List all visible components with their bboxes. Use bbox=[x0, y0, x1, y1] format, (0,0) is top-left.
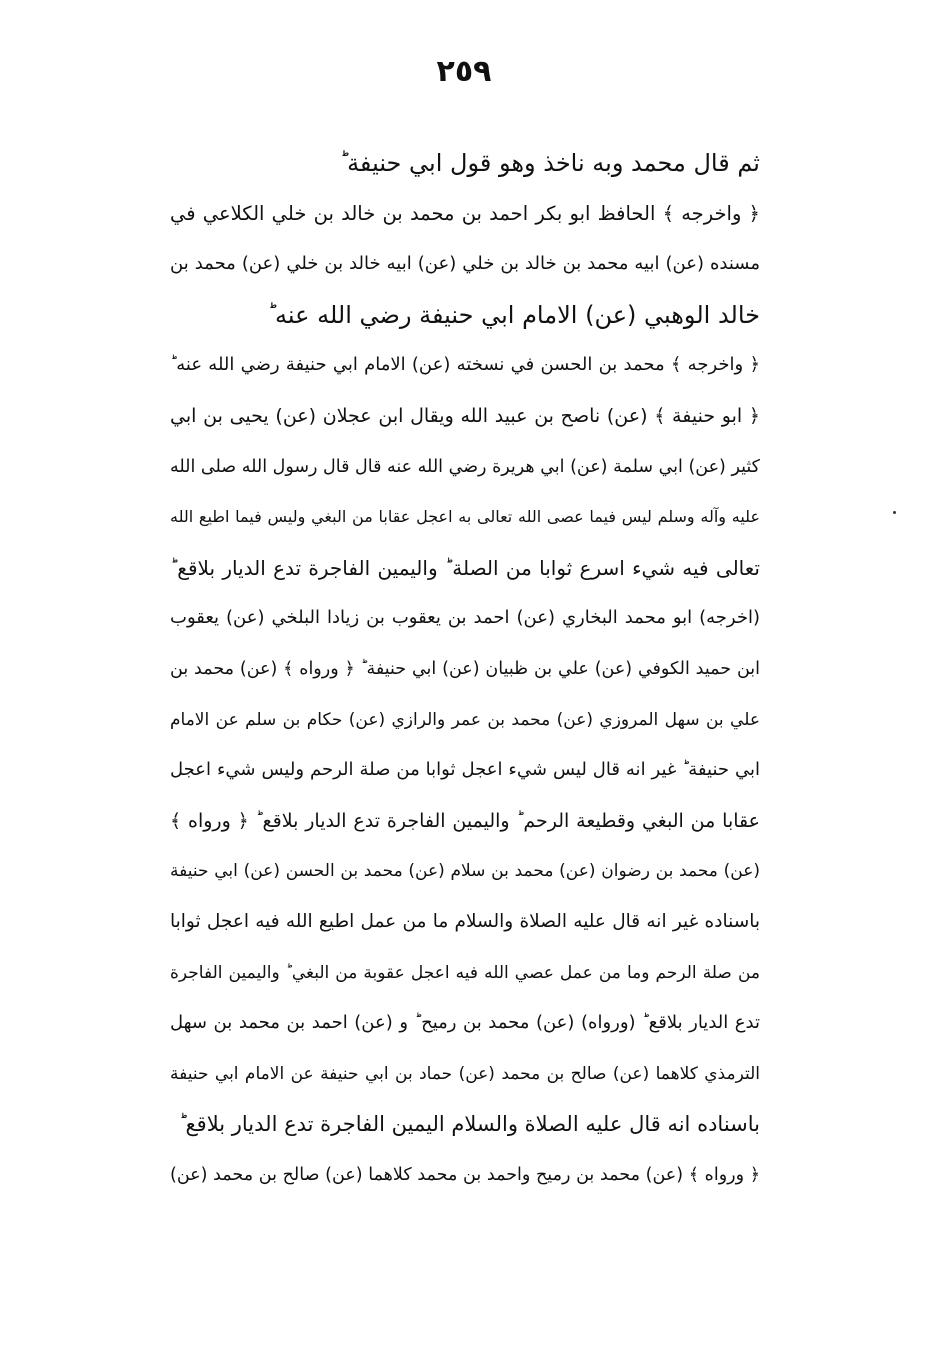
text-line-15: (عن) محمد بن رضوان (عن) محمد بن سلام (عن) محمد بن الحسن (عن) ابي حنيفة bbox=[170, 861, 760, 882]
text-line-21: ﴿ ورواه ﴾ (عن) محمد بن رميح واحمد بن محمد كلاهما (عن) صالح بن محمد (عن) bbox=[170, 1164, 760, 1185]
text-line-5: ﴿ واخرجه ﴾ محمد بن الحسن في نسخته (عن) الامام ابي حنيفة رضي الله عنه ؕ bbox=[170, 354, 760, 376]
text-line-12: علي بن سهل المروزي (عن) محمد بن عمر والرازي (عن) حكام بن سلم عن الامام bbox=[170, 709, 760, 730]
ink-speck bbox=[893, 511, 896, 514]
text-line-13: ابي حنيفة ؕ غير انه قال ليس شيء اعجل ثوابا من صلة الرحم وليس شيء اعجل bbox=[170, 759, 760, 781]
text-line-14: عقابا من البغي وقطيعة الرحم ؕ واليمين الفاجرة تدع الديار بلاقع ؕ ﴿ ورواه ﴾ bbox=[170, 809, 760, 832]
text-line-17: من صلة الرحم وما من عمل عصي الله فيه اعجل عقوبة من البغي ؕ واليمين الفاجرة bbox=[170, 962, 760, 983]
page-number: ٢٥٩ bbox=[436, 54, 492, 89]
text-line-3: مسنده (عن) ابيه محمد بن خالد بن خلي (عن) ابيه خالد بن خلي (عن) محمد بن bbox=[170, 253, 760, 275]
text-line-19: الترمذي كلاهما (عن) صالح بن محمد (عن) حماد بن ابي حنيفة عن الامام ابي حنيفة bbox=[170, 1063, 760, 1084]
text-line-2: ﴿ واخرجه ﴾ الحافظ ابو بكر احمد بن محمد بن خالد بن خلي الكلاعي في bbox=[170, 201, 760, 225]
text-line-18: تدع الديار بلاقع ؕ (ورواه) (عن) محمد بن رميح ؕ و (عن) احمد بن محمد بن سهل bbox=[170, 1012, 760, 1034]
text-line-6: ﴿ ابو حنيفة ﴾ (عن) ناصح بن عبيد الله ويقال ابن عجلان (عن) يحيى بن ابي bbox=[170, 404, 760, 427]
text-line-11: ابن حميد الكوفي (عن) علي بن ظبيان (عن) ابي حنيفة ؕ ﴿ ورواه ﴾ (عن) محمد بن bbox=[170, 658, 760, 679]
text-line-20: باسناده انه قال عليه الصلاة والسلام اليمين الفاجرة تدع الديار بلاقع ؕ bbox=[178, 1112, 760, 1137]
text-line-1: ثم قال محمد وبه ناخذ وهو قول ابي حنيفة ؕ bbox=[339, 149, 760, 177]
text-line-9: تعالى فيه شيء اسرع ثوابا من الصلة ؕ واليمين الفاجرة تدع الديار بلاقع ؕ bbox=[170, 555, 760, 580]
text-line-7: كثير (عن) ابي سلمة (عن) ابي هريرة رضي الله عنه قال قال رسول الله صلى الله bbox=[169, 456, 760, 477]
text-line-10: (اخرجه) ابو محمد البخاري (عن) احمد بن يعقوب بن زيادا البلخي (عن) يعقوب bbox=[170, 607, 760, 629]
body-text bbox=[170, 138, 760, 1200]
text-line-16: باسناده غير انه قال عليه الصلاة والسلام ما من عمل اطيع الله فيه اعجل ثوابا bbox=[170, 910, 760, 932]
text-line-8: عليه وآله وسلم ليس فيما عصى الله تعالى به اعجل عقابا من البغي وليس فيما اطيع الله bbox=[170, 507, 760, 527]
text-line-4: خالد الوهبي (عن) الامام ابي حنيفة رضي الله عنه ؕ bbox=[267, 300, 760, 329]
